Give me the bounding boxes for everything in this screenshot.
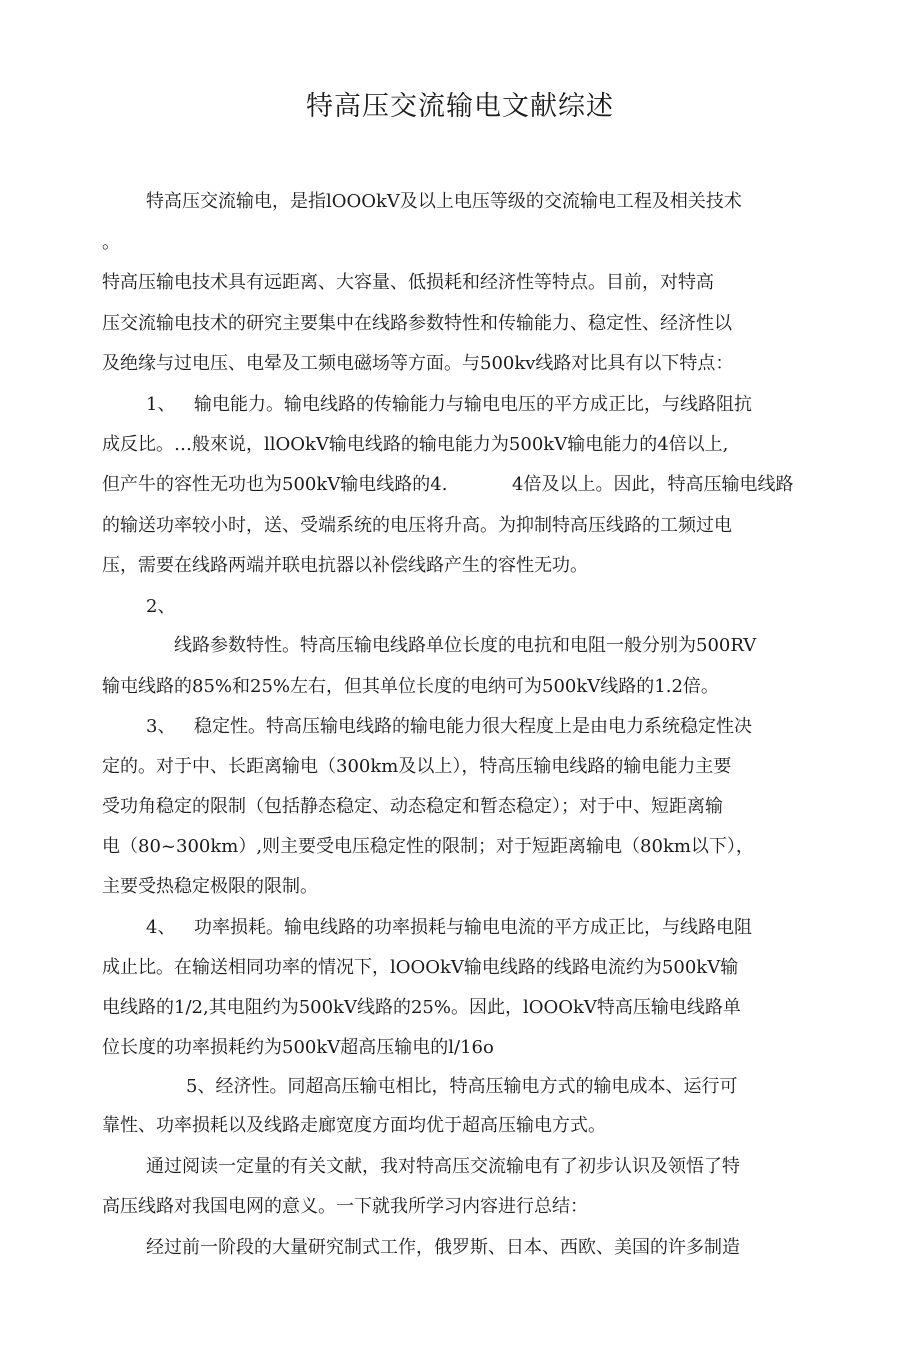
- text-line: 。: [102, 232, 120, 253]
- text-line: 功率损耗。输电线路的功率损耗与输电电流的平方成正比，与线路电阻: [194, 917, 752, 938]
- text-line: 及绝缘与过电压、电晕及工频电磁场等方面。与500kv线路对比具有以下特点：: [102, 353, 734, 374]
- text-line: 位长度的功率损耗约为500kV超高压输电的l/16o: [102, 1037, 494, 1058]
- text-line: 电（80~300km）,则主要受电压稳定性的限制；对于短距离输电（80km以下），: [102, 836, 754, 857]
- text-line: 稳定性。特高压输电线路的输电能力很大程度上是由电力系统稳定性决: [194, 716, 752, 737]
- text-line: 成反比。…般來说，llOOkV输电线路的输电能力为500kV输电能力的4倍以上,: [102, 434, 729, 455]
- text-line: 受功角稳定的限制（包括静态稳定、动态稳定和暂态稳定）；对于中、短距离输: [102, 796, 723, 817]
- list-number: 3、: [146, 716, 176, 737]
- text-line: 压交流输电技术的研究主要集中在线路参数特性和传输能力、稳定性、经济性以: [102, 313, 732, 334]
- text-line: 但产牛的容性无功也为500kV输电线路的4.: [102, 474, 448, 495]
- text-line: 4倍及以上。因此，特高压输电线路: [512, 474, 794, 495]
- text-line: 定的。对于中、长距离输电（300km及以上），特高压输电线路的输电能力主要: [102, 756, 732, 777]
- text-line: 输电能力。输电线路的传输能力与输电电压的平方成正比，与线路阻抗: [194, 394, 752, 415]
- list-number: 2、: [146, 596, 176, 617]
- text-line: 经过前一阶段的大量研究制式工作，俄罗斯、日本、西欧、美国的许多制造: [146, 1237, 740, 1258]
- text-line: 的输送功率较小时，送、受端系统的电压将升高。为抑制特高压线路的工频过电: [102, 515, 732, 536]
- text-line: 输屯线路的85%和25%左右，但其单位长度的电纳可为500kV线路的1.2倍。: [102, 676, 719, 697]
- text-line: 特高压输电技术具有远距离、大容量、低损耗和经济性等特点。目前，对特高: [102, 272, 714, 293]
- text-line: 通过阅读一定量的有关文献，我对特高压交流输电有了初步认识及领悟了特: [146, 1156, 740, 1177]
- text-line: 特高压交流输电，是指lOOOkV及以上电压等级的交流输电工程及相关技术: [146, 191, 742, 212]
- text-line: 主要受热稳定极限的限制。: [102, 876, 318, 897]
- text-line: 成止比。在输送相同功率的情况下，lOOOkV输电线路的线路电流约为500kV输: [102, 957, 739, 978]
- list-number: 4、: [146, 917, 176, 938]
- text-line: 靠性、功率损耗以及线路走廊宽度方面均优于超高压输电方式。: [102, 1115, 606, 1136]
- text-line: 线路参数特性。特高压输电线路单位长度的电抗和电阻一般分别为500RV: [174, 635, 757, 656]
- text-line: 高压线路对我国电网的意义。一下就我所学习内容进行总结：: [102, 1196, 588, 1217]
- text-line: 电线路的1/2,其电阻约为500kV线路的25%。因此，lOOOkV特高压输电线路单: [102, 997, 741, 1018]
- text-line: 压，需要在线路两端并联电抗器以补偿线路产生的容性无功。: [102, 555, 588, 576]
- text-line: 5、经济性。同超高压输屯相比，特高压输电方式的输电成本、运行可: [186, 1076, 738, 1097]
- page-title: 特高压交流输电文献综述: [306, 91, 614, 122]
- list-number: 1、: [146, 394, 176, 415]
